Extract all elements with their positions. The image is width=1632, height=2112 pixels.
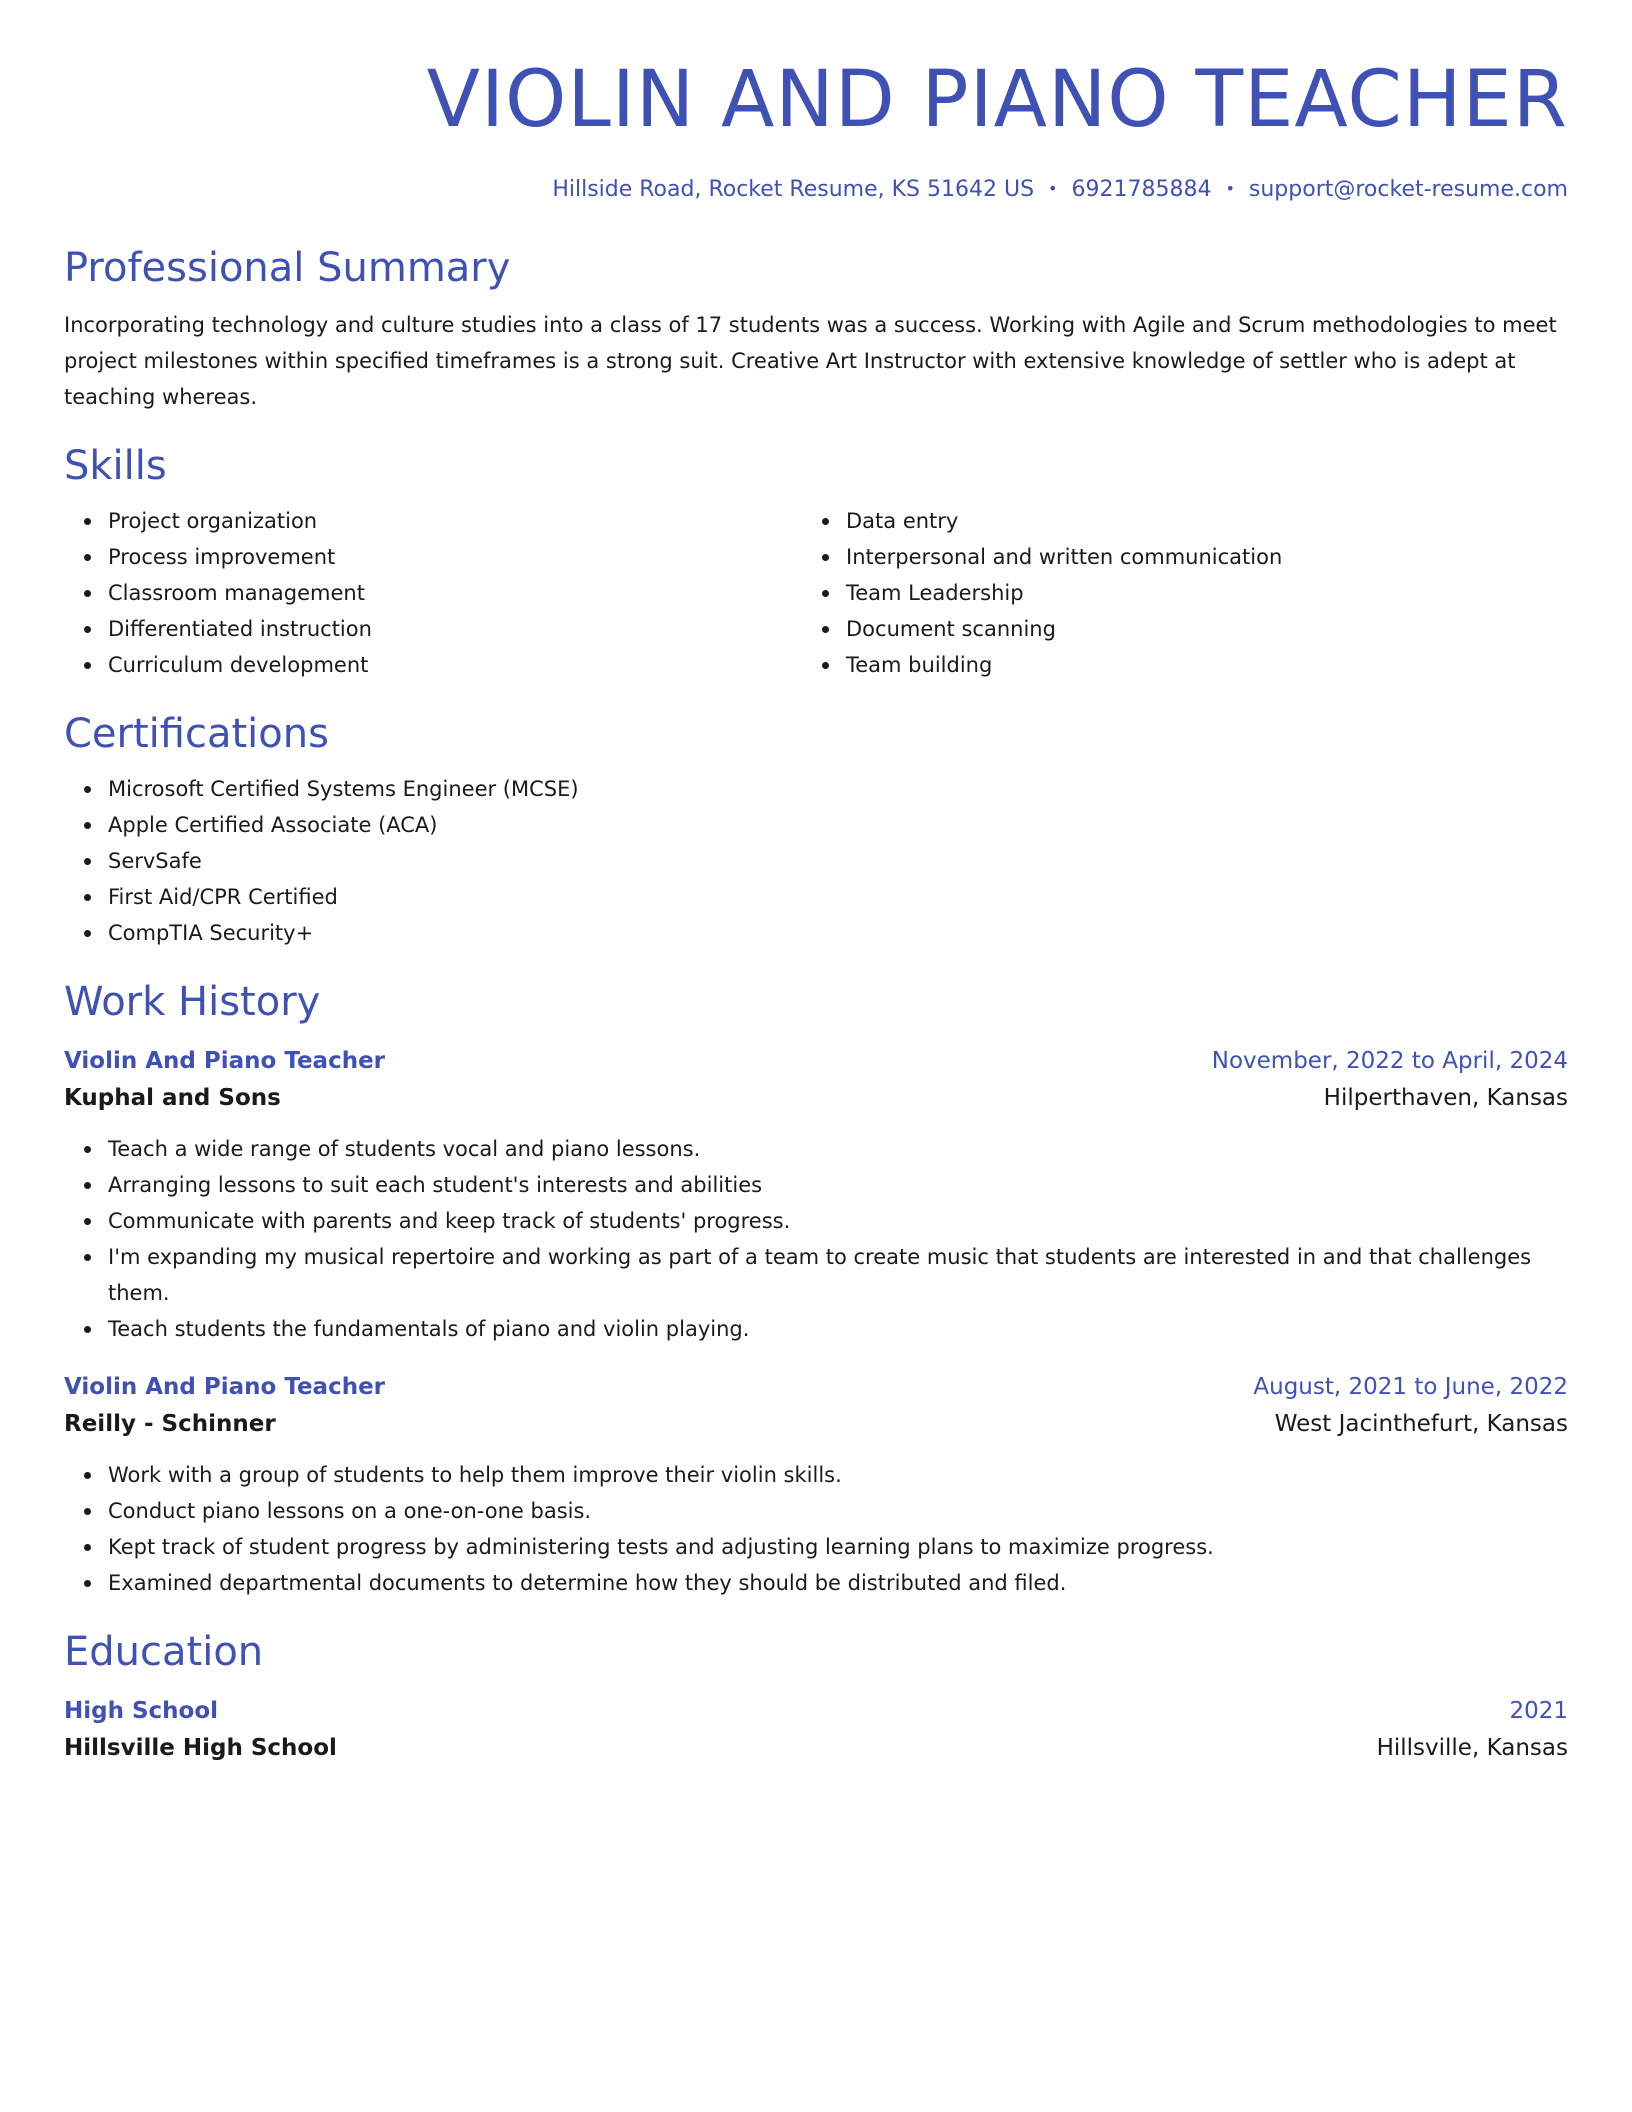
job-entry bbox=[64, 1043, 1568, 1347]
education-degree: High School bbox=[64, 1698, 219, 1724]
certifications-section bbox=[64, 709, 1568, 951]
certification-item: Microsoft Certified Systems Engineer (MCSE) bbox=[108, 771, 1568, 807]
skill-item: Process improvement bbox=[108, 539, 802, 575]
section-title-work-history: Work History bbox=[64, 979, 321, 1025]
summary-section bbox=[64, 243, 1568, 415]
contact-address: Hillside Road, Rocket Resume, KS 51642 US bbox=[552, 177, 1035, 202]
job-company: Reilly - Schinner bbox=[64, 1411, 276, 1437]
education-location: Hillsville, Kansas bbox=[1376, 1735, 1568, 1761]
job-entry bbox=[64, 1369, 1568, 1601]
certification-item: ServSafe bbox=[108, 843, 1568, 879]
skill-item: Curriculum development bbox=[108, 647, 802, 683]
skill-item: Document scanning bbox=[846, 611, 1540, 647]
job-title-row bbox=[64, 1369, 1568, 1405]
job-company: Kuphal and Sons bbox=[64, 1085, 281, 1111]
job-company-row bbox=[64, 1079, 1568, 1117]
job-duties-list bbox=[64, 1457, 1568, 1601]
job-duty-item: Kept track of student progress by administering tests and adjusting learning plans to maximize progress. bbox=[108, 1529, 1568, 1565]
contact-separator: • bbox=[1048, 179, 1058, 198]
contact-email[interactable]: support@rocket-resume.com bbox=[1248, 177, 1568, 202]
skills-section bbox=[64, 441, 1568, 683]
education-school-row bbox=[64, 1729, 1568, 1767]
skill-item: Team Leadership bbox=[846, 575, 1540, 611]
section-title-skills: Skills bbox=[64, 443, 167, 489]
education-year: 2021 bbox=[1509, 1698, 1568, 1724]
education-entry bbox=[64, 1693, 1568, 1767]
contact-separator: • bbox=[1225, 179, 1235, 198]
education-section bbox=[64, 1627, 1568, 1767]
certification-item: CompTIA Security+ bbox=[108, 915, 1568, 951]
job-duty-item: I'm expanding my musical repertoire and working as part of a team to create music that students are interested in and that challenges them. bbox=[108, 1239, 1568, 1311]
job-duty-item: Teach a wide range of students vocal and piano lessons. bbox=[108, 1131, 1568, 1167]
job-title: Violin And Piano Teacher bbox=[64, 1374, 386, 1400]
job-duty-item: Teach students the fundamentals of piano and violin playing. bbox=[108, 1311, 1568, 1347]
job-company-row bbox=[64, 1405, 1568, 1443]
skill-item: Interpersonal and written communication bbox=[846, 539, 1540, 575]
job-location: Hilperthaven, Kansas bbox=[1323, 1085, 1568, 1111]
summary-text: Incorporating technology and culture studies into a class of 17 students was a success. Working with Agile and Scrum methodologies to meet project milestones within specified timeframes is a strong suit. Creative Art Instructor with extensive knowledge of settler who is adept at teaching whereas. bbox=[64, 313, 1557, 409]
job-location: West Jacinthefurt, Kansas bbox=[1274, 1411, 1568, 1437]
skill-item: Data entry bbox=[846, 503, 1540, 539]
section-title-certifications: Certifications bbox=[64, 711, 329, 757]
job-title-row bbox=[64, 1043, 1568, 1079]
skill-item: Project organization bbox=[108, 503, 802, 539]
certification-item: First Aid/CPR Certified bbox=[108, 879, 1568, 915]
skills-grid bbox=[64, 503, 1568, 683]
job-duty-item: Communicate with parents and keep track of students' progress. bbox=[108, 1203, 1568, 1239]
skills-list-left bbox=[64, 503, 802, 683]
job-dates: August, 2021 to June, 2022 bbox=[1253, 1374, 1568, 1400]
job-duty-item: Examined departmental documents to determine how they should be distributed and filed. bbox=[108, 1565, 1568, 1601]
job-duty-item: Arranging lessons to suit each student's interests and abilities bbox=[108, 1167, 1568, 1203]
work-history-section bbox=[64, 977, 1568, 1601]
job-dates: November, 2022 to April, 2024 bbox=[1211, 1048, 1568, 1074]
skills-list-right bbox=[802, 503, 1540, 683]
skill-item: Classroom management bbox=[108, 575, 802, 611]
job-duty-item: Conduct piano lessons on a one-on-one basis. bbox=[108, 1493, 1568, 1529]
education-school: Hillsville High School bbox=[64, 1735, 337, 1761]
contact-phone[interactable]: 6921785884 bbox=[1071, 177, 1212, 202]
section-title-education: Education bbox=[64, 1629, 264, 1675]
candidate-name: VIOLIN AND PIANO TEACHER bbox=[426, 55, 1568, 145]
contact-line bbox=[64, 174, 1568, 205]
certification-item: Apple Certified Associate (ACA) bbox=[108, 807, 1568, 843]
resume-header bbox=[64, 52, 1568, 205]
job-title: Violin And Piano Teacher bbox=[64, 1048, 386, 1074]
skill-item: Team building bbox=[846, 647, 1540, 683]
education-degree-row bbox=[64, 1693, 1568, 1729]
job-duty-item: Work with a group of students to help them improve their violin skills. bbox=[108, 1457, 1568, 1493]
skill-item: Differentiated instruction bbox=[108, 611, 802, 647]
certifications-list bbox=[64, 771, 1568, 951]
job-duties-list bbox=[64, 1131, 1568, 1347]
skills-column-left bbox=[64, 503, 802, 683]
skills-column-right bbox=[802, 503, 1540, 683]
section-title-summary: Professional Summary bbox=[64, 245, 511, 291]
